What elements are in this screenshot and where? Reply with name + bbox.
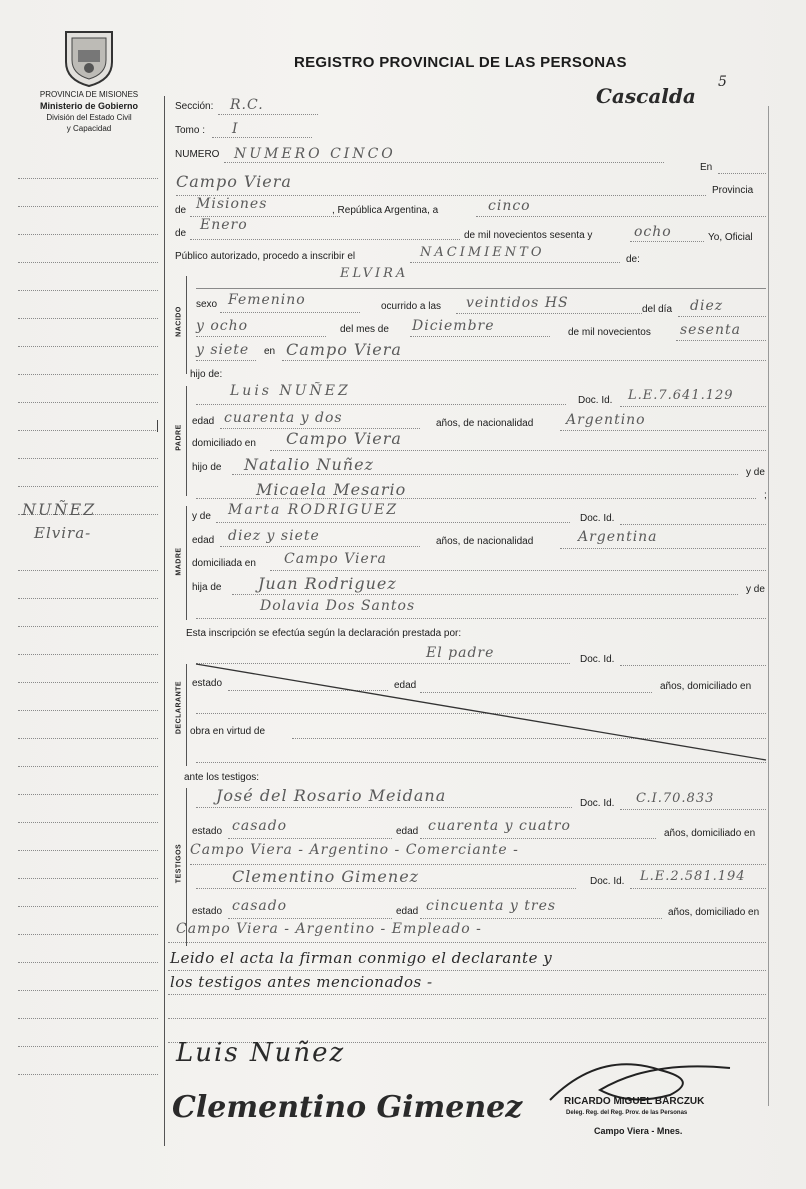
- value-testigo2-estado: casado: [232, 898, 288, 914]
- label-yo-oficial: Yo, Oficial: [708, 232, 753, 243]
- value-tomo: I: [232, 121, 239, 137]
- value-seccion: R.C.: [230, 97, 264, 113]
- org-line-2: Ministerio de Gobierno: [39, 101, 138, 111]
- value-testigo2: Clementino Gimenez: [232, 867, 420, 886]
- madre-bracket: [186, 506, 187, 620]
- value-nombre: ELVIRA: [340, 266, 409, 281]
- label-obra: obra en virtud de: [190, 726, 266, 737]
- value-padre-madre: Micaela Mesario: [256, 480, 407, 499]
- label-de-mil2: de mil novecientos: [568, 327, 651, 338]
- value-madre-madre: Dolavia Dos Santos: [260, 598, 416, 614]
- value-testigo1-edad: cuarenta y cuatro: [428, 818, 571, 834]
- value-testigo2-doc: L.E.2.581.194: [640, 869, 746, 884]
- stamp-name: RICARDO MIGUEL BARCZUK: [564, 1096, 705, 1107]
- value-padre-padre: Natalio Nuñez: [244, 455, 374, 474]
- label-doc-madre: Doc. Id.: [580, 513, 615, 524]
- label-testigos: TESTIGOS: [175, 843, 183, 884]
- label-ante: ante los testigos:: [184, 772, 260, 783]
- value-testigo1-estado: casado: [232, 818, 288, 834]
- value-padre-doc: L.E.7.641.129: [628, 388, 734, 403]
- label-en: En: [700, 162, 713, 173]
- label-del-mes: del mes de: [340, 324, 389, 335]
- value-dia2: y ocho: [196, 318, 249, 334]
- label-publico: Público autorizado, procedo a inscribir el: [175, 251, 356, 262]
- value-madre-nac: Argentina: [578, 529, 658, 545]
- signature-witness: Clementino Gimenez: [172, 1090, 523, 1125]
- binding-mark: [157, 420, 158, 432]
- label-numero: NUMERO: [175, 149, 220, 160]
- value-hora: veintidos HS: [466, 295, 569, 311]
- label-de-mil: de mil novecientos sesenta y: [464, 230, 593, 241]
- label-hijo-de: hijo de:: [190, 369, 223, 380]
- cancel-strike-line: [194, 660, 768, 764]
- org-line-4: y Capacidad: [66, 124, 112, 133]
- value-leido-2: los testigos antes mencionados -: [170, 973, 433, 991]
- value-leido-1: Leido el acta la firman conmigo el declarante y: [170, 949, 553, 967]
- nacido-bracket: [186, 276, 187, 374]
- value-acto: NACIMIENTO: [420, 245, 545, 260]
- label-edad-declarante: edad: [394, 680, 417, 691]
- label-doc-padre: Doc. Id.: [578, 395, 613, 406]
- value-lugar: Campo Viera: [176, 172, 292, 191]
- margin-note-name: Elvira-: [34, 524, 92, 542]
- label-estado-testigo2: estado: [192, 906, 223, 917]
- label-ocurrido: ocurrido a las: [381, 301, 442, 312]
- margin-note-surname: NUÑEZ: [22, 500, 97, 519]
- label-anos-testigo1: años, domiciliado en: [664, 828, 756, 839]
- label-y-de-madre: y de: [192, 511, 211, 522]
- value-madre-nombre: Marta RODRIGUEZ: [228, 502, 399, 518]
- registrar-signature-top: Cascalda: [596, 84, 696, 108]
- label-dom-madre: domiciliada en: [192, 558, 256, 569]
- label-declarante: DECLARANTE: [175, 680, 183, 735]
- value-madre-dom: Campo Viera: [284, 551, 387, 567]
- value-testigo1-dom: Campo Viera - Argentino - Comerciante -: [190, 842, 519, 858]
- semicolon: ;: [764, 490, 767, 501]
- value-sexo: Femenino: [228, 292, 306, 308]
- right-column-rule: [768, 106, 769, 1106]
- label-provincia: Provincia: [712, 185, 754, 196]
- label-hija-de: hija de: [192, 582, 222, 593]
- label-sexo: sexo: [196, 299, 218, 310]
- label-doc-testigo1: Doc. Id.: [580, 798, 615, 809]
- label-doc-testigo2: Doc. Id.: [590, 876, 625, 887]
- label-edad-testigo2: edad: [396, 906, 419, 917]
- value-padre-nac: Argentino: [566, 412, 646, 428]
- label-de-mes: de: [175, 228, 187, 239]
- value-mes: Enero: [200, 217, 248, 233]
- label-seccion: Sección:: [175, 101, 214, 112]
- label-padre: PADRE: [175, 424, 183, 451]
- signature-father: Luis Nuñez: [176, 1038, 346, 1068]
- value-testigo2-edad: cincuenta y tres: [426, 898, 557, 914]
- label-de-colon: de:: [626, 254, 640, 265]
- label-estado-testigo1: estado: [192, 826, 223, 837]
- org-line-1: PROVINCIA DE MISIONES: [39, 90, 139, 99]
- label-inscripcion: Esta inscripción se efectúa según la declaración prestada por:: [186, 628, 462, 639]
- value-anio-nac2: y siete: [196, 342, 250, 358]
- value-padre-dom: Campo Viera: [286, 429, 402, 448]
- label-edad-madre: edad: [192, 535, 215, 546]
- value-padre-edad: cuarenta y dos: [224, 410, 343, 426]
- label-dom-padre: domiciliado en: [192, 438, 256, 449]
- value-anio: ocho: [634, 224, 672, 240]
- label-edad-testigo1: edad: [396, 826, 419, 837]
- label-anos-testigo2: años, domiciliado en: [668, 907, 760, 918]
- value-padre-nombre: Luis NUÑEZ: [230, 383, 351, 399]
- label-madre: MADRE: [175, 547, 183, 576]
- page-number: 5: [718, 74, 728, 90]
- main-column-rule: [164, 96, 165, 1146]
- label-anos-declarante: años, domiciliado en: [660, 681, 752, 692]
- label-hijo-de-padre: hijo de: [192, 462, 222, 473]
- label-doc-declarante: Doc. Id.: [580, 654, 615, 665]
- label-tomo: Tomo :: [175, 125, 206, 136]
- label-republica: , República Argentina, a: [332, 205, 439, 216]
- value-mes-nac: Diciembre: [412, 318, 495, 334]
- value-testigo2-dom: Campo Viera - Argentino - Empleado -: [176, 921, 482, 937]
- label-edad-padre: edad: [192, 416, 215, 427]
- label-en-lugar: en: [264, 346, 276, 357]
- label-de-prov: de: [175, 205, 187, 216]
- value-provincia: Misiones: [196, 196, 268, 212]
- value-testigo1: José del Rosario Meidana: [216, 786, 447, 805]
- value-madre-padre: Juan Rodriguez: [258, 574, 397, 593]
- stamp-role: Deleg. Reg. del Reg. Prov. de las Personas: [566, 1110, 688, 1116]
- label-y-de-padre: y de: [746, 467, 765, 478]
- value-anio-nac: sesenta: [680, 322, 741, 338]
- label-nac-madre: años, de nacionalidad: [436, 536, 534, 547]
- label-nacido: NACIDO: [175, 306, 183, 337]
- stamp-place: Campo Viera - Mnes.: [594, 1126, 683, 1136]
- padre-bracket: [186, 386, 187, 496]
- label-y-de-madre2: y de: [746, 584, 765, 595]
- org-line-3: División del Estado Civil: [46, 113, 132, 122]
- label-estado-declarante: estado: [192, 678, 223, 689]
- value-testigo1-doc: C.I.70.833: [636, 791, 715, 806]
- coat-of-arms-icon: [62, 28, 116, 88]
- value-lugar-nac: Campo Viera: [286, 340, 402, 359]
- label-nac-padre: años, de nacionalidad: [436, 418, 534, 429]
- value-numero: NUMERO CINCO: [234, 146, 396, 162]
- label-del-dia: del día: [642, 304, 673, 315]
- value-declarante: El padre: [426, 645, 495, 661]
- value-dia-letras: cinco: [488, 198, 531, 214]
- page-title: REGISTRO PROVINCIAL DE LAS PERSONAS: [294, 54, 627, 71]
- declarante-bracket: [186, 664, 187, 766]
- value-madre-edad: diez y siete: [228, 528, 320, 544]
- value-dia: diez: [690, 298, 724, 314]
